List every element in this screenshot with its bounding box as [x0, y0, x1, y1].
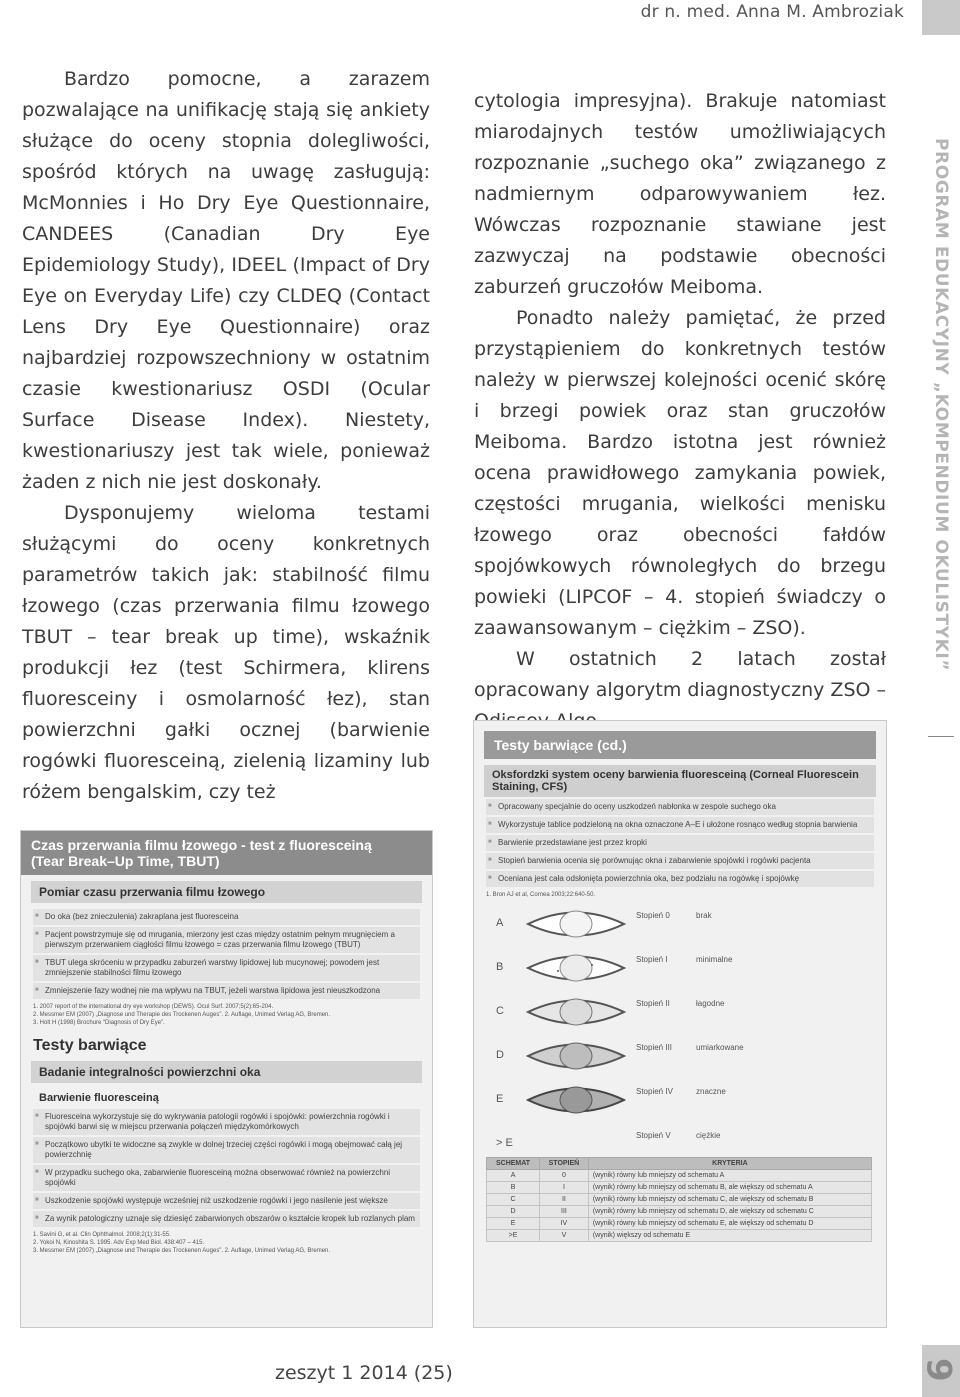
table-row — [487, 1218, 872, 1230]
figure-staining-ref: 2. Yokoi N, Kinoshita S. 1995. Adv Exp Med Biol. 438:407 – 415. — [33, 1240, 205, 1246]
table-row — [487, 1230, 872, 1242]
criteria-cell: (wynik) równy lub mniejszy od schematu C, ale większy od schematu B — [588, 1194, 871, 1206]
figure-oxford-ref: 1. Bron AJ et al, Cornea 2003;22:640-50. — [486, 892, 596, 898]
figure-oxford-bullet: ■ Barwienie przedstawiane jest przez kropki — [486, 835, 874, 851]
figure-tbut-ref: 2. Messmer EM (2007) „Diagnose und Therapie des Trockenen Auges”. 2. Auflage, Unimed Verlag AG, Bremen. — [33, 1012, 331, 1018]
grade-stage: Stopień V — [636, 1131, 671, 1140]
side-divider — [928, 736, 954, 737]
grade-letter: A — [496, 917, 504, 929]
grade-row — [486, 1079, 874, 1123]
criteria-cell: (wynik) równy lub mniejszy od schematu D, ale większy od schematu C — [588, 1206, 871, 1218]
grade-letter: E — [496, 1093, 504, 1105]
grade-stage: Stopień I — [636, 955, 668, 964]
grade-stage: Stopień III — [636, 1043, 673, 1052]
grade-stage: Stopień 0 — [636, 911, 670, 920]
figure-tbut-bullet: ■ TBUT ulega skróceniu w przypadku zaburzeń warstwy lipidowej lub mucynowej; powodem jest zmniejszenie stabilności filmu łzowego — [33, 955, 420, 981]
criteria-cell: V — [540, 1230, 589, 1242]
figure-tbut-ref: 3. Holt H (1998) Brochure “Diagnosis of Dry Eye”. — [33, 1020, 165, 1026]
criteria-cell: IV — [540, 1218, 589, 1230]
right-column — [474, 86, 886, 737]
figure-staining-subsection: Barwienie fluoresceiną — [39, 1092, 159, 1104]
footer-issue: zeszyt 1 2014 (25) — [275, 1362, 453, 1384]
criteria-table — [486, 1157, 872, 1242]
grade-row — [486, 991, 874, 1035]
table-row — [487, 1182, 872, 1194]
figure-staining-section: Badanie integralności powierzchni oka — [31, 1061, 422, 1083]
eye-diagram-icon — [526, 907, 626, 941]
table-row — [487, 1194, 872, 1206]
figure-tbut-bullet: ■ Zmniejszenie fazy wodnej nie ma wpływu na TBUT, jeżeli warstwa lipidowa jest nieuszkodzona — [33, 983, 420, 999]
figure-tbut-ref: 1. 2007 report of the international dry eye workshop (DEWS). Ocul Surf. 2007;5(2):65-204. — [33, 1004, 274, 1010]
right-paragraph-1: cytologia impresyjna). Brakuje natomiast miarodajnych testów umożliwiających rozpoznanie „suchego oka” związanego z nadmiernym odparowywaniem łez. Wówczas rozpoznanie stawiane jest zazwyczaj na podstawie obecności zaburzeń gruczołów Meiboma. — [474, 90, 886, 298]
side-title-text: PROGRAM EDUKACYJNY „KOMPENDIUM OKULISTYKI” — [931, 138, 951, 672]
grade-stage: Stopień IV — [636, 1087, 673, 1096]
criteria-cell: D — [487, 1206, 540, 1218]
figure-staining-bullet: ■ Za wynik patologiczny uznaje się dziesięć zabarwionych obszarów o kształcie kropek lub rozlanych plam — [33, 1211, 420, 1227]
figure-staining-bullet: ■ Uszkodzenie spojówki występuje wcześniej niż uszkodzenie rogówki i jego nasilenie jest większe — [33, 1193, 420, 1209]
side-title — [926, 60, 956, 750]
eye-diagram-icon — [526, 951, 626, 985]
grade-row — [486, 1035, 874, 1079]
criteria-cell: I — [540, 1182, 589, 1194]
eye-diagram-icon — [526, 1039, 626, 1073]
criteria-cell: C — [487, 1194, 540, 1206]
grade-letter: > E — [496, 1137, 513, 1149]
figure-staining-ref: 1. Savini G, et al. Clin Ophthalmol. 2008;2(1):31-55. — [33, 1232, 171, 1238]
figure-tbut-title — [21, 831, 432, 875]
criteria-header-cell: KRYTERIA — [588, 1158, 871, 1170]
grade-row — [486, 903, 874, 947]
left-paragraph-2: Dysponujemy wieloma testami służącymi do oceny konkretnych parametrów takich jak: stabilność filmu łzowego (czas przerwania filmu łzowego TBUT – tear break up time), wskaźnik produkcji łez (test Schirmera, klirens fluoresceiny i osmolarność łez), stan powierzchni gałki ocznej (barwienie rogówki fluoresceiną, zielenią lizaminy lub różem bengalskim, czy też — [22, 502, 430, 803]
page-number — [917, 1342, 960, 1397]
figure-oxford-grading — [473, 720, 887, 1328]
left-column — [22, 64, 430, 808]
grade-row — [486, 1123, 874, 1151]
figure-tbut-bullet: ■ Pacjent powstrzymuje się od mrugania, mierzony jest czas między ostatnim pełnym mrugnięciem a pierwszym przerwaniem ciągłości filmu łzowego = czas przerwania filmu łzowego (TBUT) — [33, 927, 420, 953]
criteria-cell: >E — [487, 1230, 540, 1242]
grade-letter: D — [496, 1049, 504, 1061]
header-author: dr n. med. Anna M. Ambroziak — [640, 2, 904, 22]
criteria-cell: B — [487, 1182, 540, 1194]
grade-letter: B — [496, 961, 504, 973]
table-row — [487, 1206, 872, 1218]
criteria-cell: (wynik) równy lub mniejszy od schematu E, ale większy od schematu D — [588, 1218, 871, 1230]
criteria-cell: III — [540, 1206, 589, 1218]
figure-tbut — [20, 830, 433, 1328]
criteria-cell: II — [540, 1194, 589, 1206]
side-gray-block-top — [922, 0, 960, 35]
figure-staining-refs — [33, 1231, 420, 1255]
figure-oxford-bullet: ■ Stopień barwienia ocenia się porównując okna i zabarwienie spojówki i rogówki pacjenta — [486, 853, 874, 869]
figure-tbut-section: Pomiar czasu przerwania filmu łzowego — [31, 881, 422, 903]
figure-oxford-bullet: ■ Wykorzystuje tablice podzieloną na okna oznaczone A–E i ułożone rosnąco według stopnia barwienia — [486, 817, 874, 833]
figure-tbut-refs — [33, 1003, 420, 1027]
table-row — [487, 1170, 872, 1182]
grade-letter: C — [496, 1005, 504, 1017]
eye-diagram-icon — [526, 995, 626, 1029]
grade-desc: umiarkowane — [696, 1043, 744, 1052]
grade-desc: znaczne — [696, 1087, 726, 1096]
page-number-text: 9 — [918, 1357, 959, 1382]
grade-desc: minimalne — [696, 955, 733, 964]
criteria-cell: A — [487, 1170, 540, 1182]
criteria-cell: (wynik) równy lub mniejszy od schematu B, ale większy od schematu A — [588, 1182, 871, 1194]
grade-list — [474, 903, 886, 1151]
figure-staining-bullet: ■ Fluoresceina wykorzystuje się do wykrywania patologii rogówki i spojówki: powierzchnia rogówki i spojówki barwi się w miejscu przerwania połączeń międzykomórkowych — [33, 1109, 420, 1135]
right-paragraph-2: Ponadto należy pamiętać, że przed przystąpieniem do konkretnych testów należy w pierwszej kolejności ocenić skórę i brzegi powiek oraz stan gruczołów Meiboma. Bardzo istotna jest również ocena prawidłowego zamykania powiek, częstości mrugania, wielkości menisku łzowego oraz obecności fałdów spojówkowych równoległych do brzegu powieki (LIPCOF – 4. stopień świadczy o zaawansowanym – ciężkim – ZSO). — [474, 307, 886, 639]
grade-row — [486, 947, 874, 991]
grade-desc: ciężkie — [696, 1131, 721, 1140]
criteria-cell: (wynik) równy lub mniejszy od schematu A — [588, 1170, 871, 1182]
grade-stage: Stopień II — [636, 999, 670, 1008]
grade-desc: brak — [696, 911, 712, 920]
figure-tbut-title-line2: (Tear Break–Up Time, TBUT) — [31, 853, 220, 869]
grade-desc: łagodne — [696, 999, 725, 1008]
figure-oxford-title: Testy barwiące (cd.) — [484, 731, 876, 759]
figure-tbut-title-line1: Czas przerwania filmu łzowego - test z fluoresceiną — [31, 837, 372, 853]
criteria-header-cell: STOPIEŃ — [540, 1158, 589, 1170]
right-paragraph-3: W ostatnich 2 latach został opracowany algorytm diagnostyczny ZSO – — [474, 648, 886, 701]
figure-oxford-band: Oksfordzki system oceny barwienia fluoresceiną (Corneal Fluorescein Staining, CFS) — [484, 765, 876, 797]
figure-oxford-bullet: ■ Opracowany specjalnie do oceny uszkodzeń nabłonka w zespole suchego oka — [486, 799, 874, 815]
criteria-table-header — [487, 1158, 872, 1170]
eye-diagram-icon — [526, 1083, 626, 1117]
criteria-header-cell: SCHEMAT — [487, 1158, 540, 1170]
figure-tbut-bullet: ■ Do oka (bez znieczulenia) zakraplana jest fluoresceina — [33, 909, 420, 925]
figure-oxford-bullet: ■ Oceniana jest cała odsłonięta powierzchnia oka, bez podziału na rogówkę i spojówkę — [486, 871, 874, 887]
figure-staining-bullet: ■ W przypadku suchego oka, zabarwienie fluoresceiną można obserwować również na powierzchni spojówki — [33, 1165, 420, 1191]
criteria-cell: 0 — [540, 1170, 589, 1182]
criteria-cell: (wynik) większy od schematu E — [588, 1230, 871, 1242]
figure-staining-ref: 3. Messmer EM (2007) „Diagnose und Therapie des Trockenen Auges”. 2. Auflage, Unimed Verlag AG, Bremen. — [33, 1248, 331, 1254]
side-strip — [922, 0, 960, 1397]
figure-staining-bullet: ■ Początkowo ubytki te widoczne są zwykle w dolnej trzeciej części rogówki i mogą obejmować całą jej powierzchnię — [33, 1137, 420, 1163]
criteria-cell: E — [487, 1218, 540, 1230]
figure-staining-title: Testy barwiące — [33, 1037, 147, 1054]
left-paragraph-1: Bardzo pomocne, a zarazem pozwalające na unifikację stają się ankiety służące do oceny stopnia dolegliwości, spośród których na uwagę zasługują: McMonnies i Ho Dry Eye Questionnaire, CANDEES (Canadian Dry Eye Epidemiology Study), IDEEL (Impact of Dry Eye on Everyday Life) czy CLDEQ (Contact Lens Dry Eye Questionnaire) oraz najbardziej rozpowszechniony w ostatnim czasie kwestionariusz OSDI (Ocular Surface Disease Index). Niestety, kwestionariuszy jest tak wiele, ponieważ żaden z nich nie jest doskonały. — [22, 68, 430, 493]
